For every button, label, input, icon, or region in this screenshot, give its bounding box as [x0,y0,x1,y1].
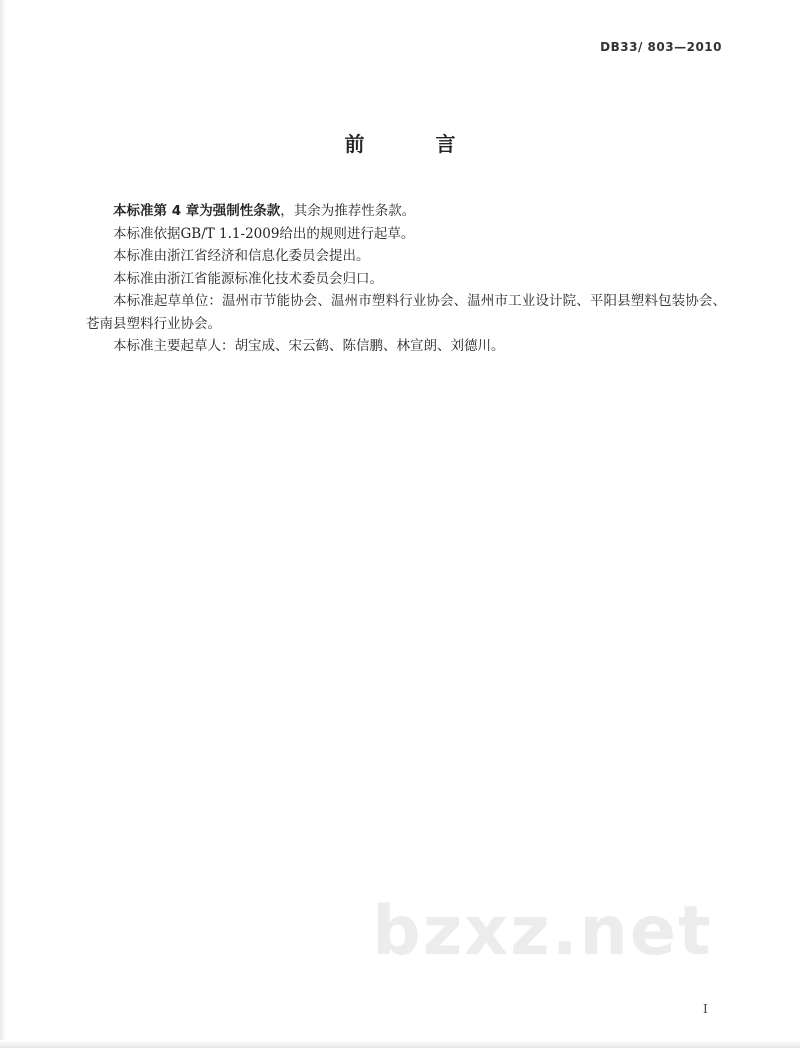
site-watermark: bzxz.net [372,892,713,971]
page-number: I [703,1002,708,1016]
paragraph-administrator: 本标准由浙江省能源标准化技术委员会归口。 [113,270,383,287]
paragraph-drafting-units: 本标准起草单位：温州市节能协会、温州市塑料行业协会、温州市工业设计院、平阳县塑料包装协会、苍南县塑料行业协会。 [86,293,726,332]
mandatory-clause-emphasis: 本标准第 4 章为强制性条款 [113,203,281,219]
paragraph-mandatory-clause [86,200,726,223]
page-title: 前 言 [344,132,488,156]
page-bottom-shadow [0,1040,800,1048]
foreword-body [86,200,726,358]
paragraph-proposer: 本标准由浙江省经济和信息化委员会提出。 [113,248,370,264]
mandatory-clause-rest: ，其余为推荐性条款。 [280,203,416,219]
standard-number: DB33/ 803—2010 [600,40,722,54]
paragraph-drafting-rules: 本标准依据GB/T 1.1-2009给出的规则进行起草。 [113,225,415,242]
page-edge-shadow [0,0,6,1048]
paragraph-drafters: 本标准主要起草人：胡宝成、宋云鹤、陈信鹏、林宣朗、刘德川。 [113,338,505,354]
